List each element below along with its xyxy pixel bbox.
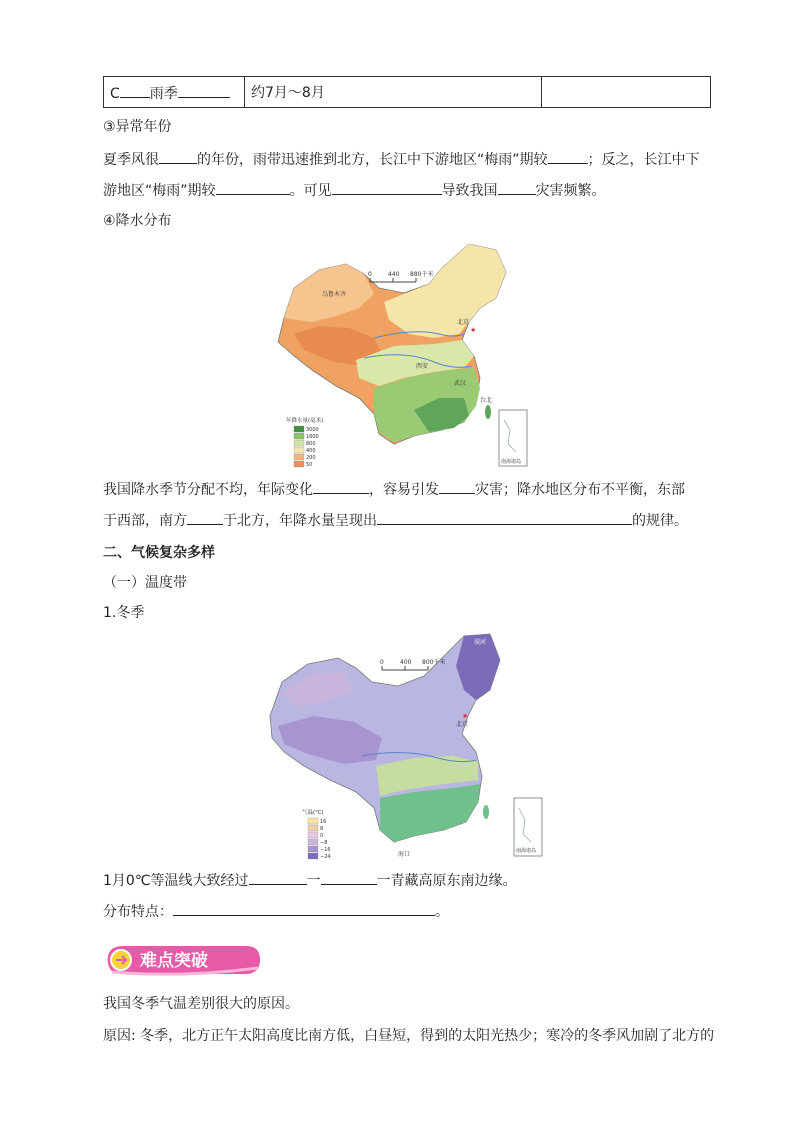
blank xyxy=(173,900,435,916)
scale-label-0: 0 xyxy=(368,271,372,278)
difficulty-banner xyxy=(102,942,264,978)
blank xyxy=(548,148,588,164)
legend-label: −16 xyxy=(320,847,331,853)
table-cell-time: 约7月～8月 xyxy=(245,77,542,108)
legend-swatch xyxy=(308,818,318,824)
legend-title: 气温(℃) xyxy=(302,810,324,816)
legend-swatch xyxy=(308,825,318,831)
difficulty-question: 我国冬季气温差别很大的原因。 xyxy=(103,996,299,1012)
section-sub: （一）温度带 xyxy=(103,575,187,591)
scale-label-880: 880千米 xyxy=(410,271,434,278)
scale-label-440: 440 xyxy=(388,271,400,278)
city-wuhan: 武汉 xyxy=(454,380,467,387)
blank xyxy=(216,179,290,195)
legend-swatch xyxy=(308,839,318,845)
legend-label: −8 xyxy=(320,840,328,846)
blank xyxy=(321,869,377,885)
legend-label: 400 xyxy=(306,448,316,454)
legend-swatch xyxy=(294,440,304,446)
capital-star-icon: ★ xyxy=(470,326,477,334)
legend-swatch xyxy=(294,433,304,439)
blank xyxy=(313,478,369,494)
table-cell-empty xyxy=(542,77,711,108)
blank xyxy=(159,148,197,164)
table-row xyxy=(104,77,711,108)
city-xian: 西安 xyxy=(416,363,429,370)
blank xyxy=(178,82,230,98)
city-mohe: 漠河 xyxy=(474,639,487,646)
blank xyxy=(498,179,536,195)
taiwan-island xyxy=(485,405,491,419)
scale-label-400: 400 xyxy=(400,659,412,666)
inset-label: 南海诸岛 xyxy=(501,459,522,465)
inset-label: 南海诸岛 xyxy=(516,848,537,854)
legend-swatch xyxy=(308,846,318,852)
precip-line-1: 我国降水季节分配不均，年际变化 ，容易引发 灾害；降水地区分布不平衡，东部 xyxy=(103,478,685,500)
section-item: 1.冬季 xyxy=(103,605,145,621)
blank xyxy=(249,869,307,885)
winter-line-1: 1月0℃等温线大致经过 一 一青藏高原东南边缘。 xyxy=(103,869,517,891)
abnormal-line-2: 游地区“梅雨”期较 。可见 导致我国 灾害频繁。 xyxy=(103,179,606,201)
legend-label: 0 xyxy=(320,833,324,839)
precip-heading: ④降水分布 xyxy=(103,213,172,229)
abnormal-heading: ③异常年份 xyxy=(103,119,172,135)
blank xyxy=(187,509,223,525)
difficulty-answer: 原因: 冬季，北方正午太阳高度比南方低，白昼短，得到的太阳光热少；寒冷的冬季风加剧了北方的 xyxy=(103,1028,715,1044)
legend-label: 200 xyxy=(306,455,316,461)
winter-line-2: 分布特点： 。 xyxy=(103,900,449,922)
legend-label: 16 xyxy=(320,819,327,825)
precip-line-2: 于西部，南方 于北方，年降水量呈现出 的规律。 xyxy=(103,509,688,531)
city-beijing: 北京 xyxy=(457,319,470,326)
table-cell-season: C 雨季 xyxy=(104,77,245,108)
winter-temperature-map xyxy=(264,630,544,860)
section-title: 二、气候复杂多样 xyxy=(103,545,215,561)
legend-swatch xyxy=(308,832,318,838)
legend-swatch xyxy=(294,426,304,432)
city-taibei: 台北 xyxy=(480,397,493,404)
legend-label: −24 xyxy=(320,854,331,860)
scale-label-800: 800千米 xyxy=(422,659,446,666)
legend-title: 年降水量(毫米) xyxy=(286,418,324,424)
legend-swatch xyxy=(294,454,304,460)
blank xyxy=(120,82,150,98)
legend-label: 8 xyxy=(320,826,324,832)
blank xyxy=(439,478,475,494)
south-china-sea-inset xyxy=(499,410,527,466)
blank xyxy=(332,179,442,195)
city-urumqi: 乌鲁木齐 xyxy=(322,291,347,298)
scale-label-0: 0 xyxy=(380,659,384,666)
precipitation-map xyxy=(264,238,530,470)
capital-star-icon: ★ xyxy=(462,712,469,720)
legend-swatch xyxy=(294,447,304,453)
legend-label: 3000 xyxy=(306,427,319,433)
abnormal-line-1: 夏季风很 的年份，雨带迅速推到北方，长江中下游地区“梅雨”期较 ；反之，长江中下 xyxy=(103,148,700,170)
city-haikou: 海口 xyxy=(398,851,411,858)
legend-label: 50 xyxy=(306,462,313,468)
climate-table xyxy=(103,76,711,108)
blank xyxy=(377,509,632,525)
taiwan-island xyxy=(483,805,489,819)
city-beijing: 北京 xyxy=(456,721,469,728)
legend-label: 800 xyxy=(306,441,316,447)
legend-swatch xyxy=(294,461,304,467)
legend-label: 1600 xyxy=(306,434,319,440)
banner-label: 难点突破 xyxy=(140,951,208,971)
legend-swatch xyxy=(308,853,318,859)
